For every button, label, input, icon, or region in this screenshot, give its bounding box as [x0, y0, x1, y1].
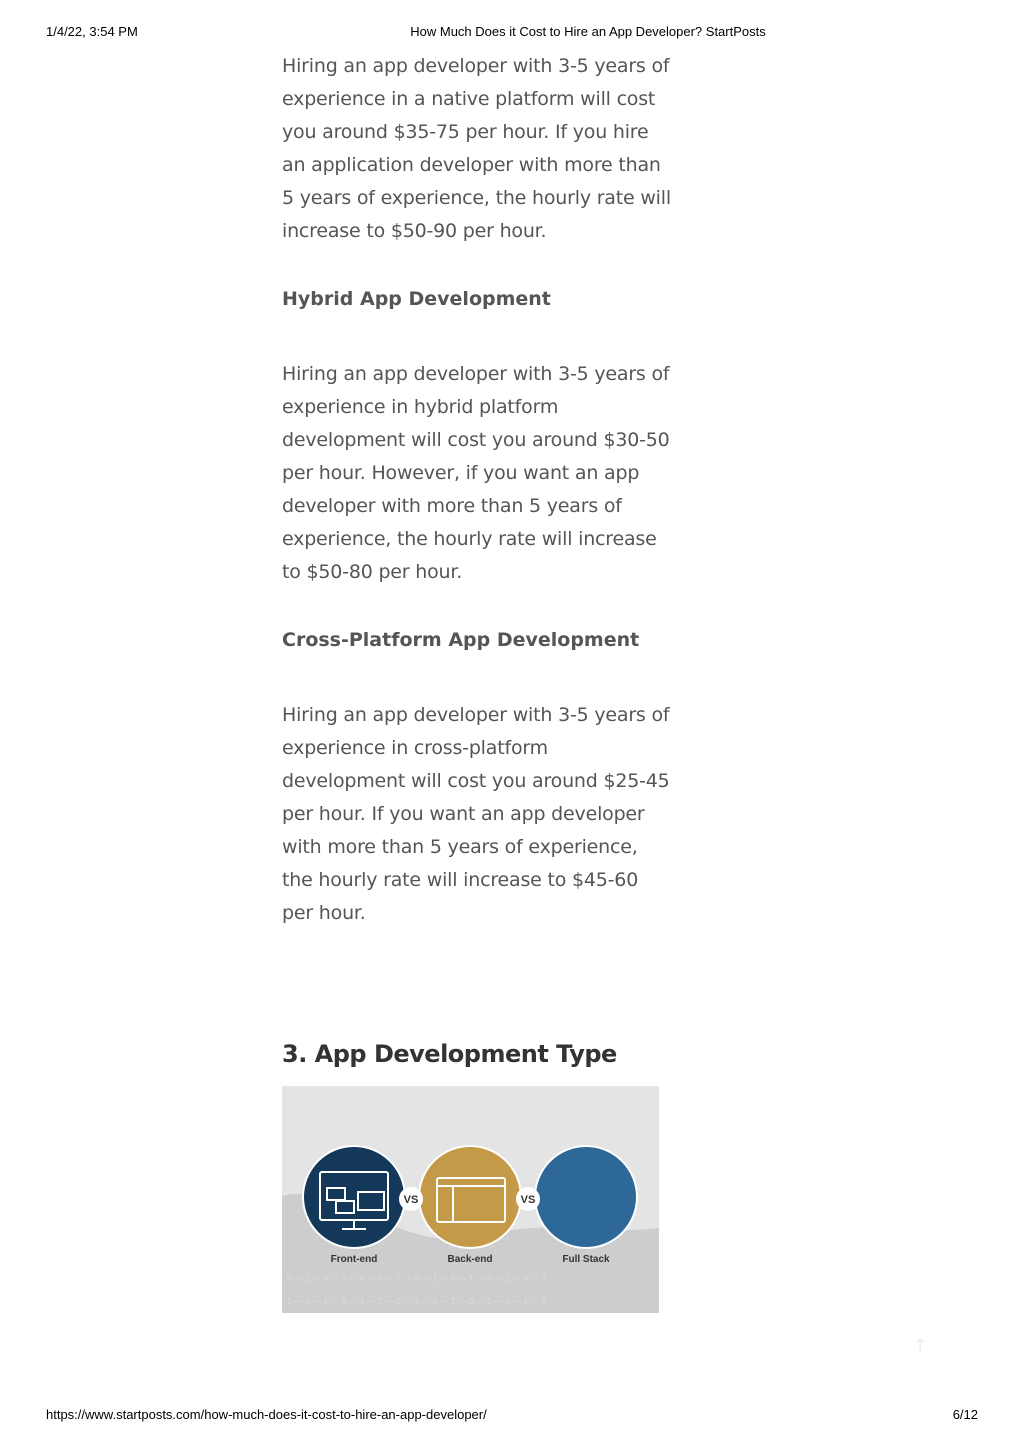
svg-text:0 — 1 — 0 — 1 — 0 — 0 — 1 — 0: 0 — 1 — 0 — 1 — 0 — 0 — 1 — 0 — 1 — 0 — 1 — 0 — 1 — 0 — 1 — [287, 1274, 547, 1283]
print-page-title: How Much Does it Cost to Hire an App Developer? StartPosts — [410, 24, 766, 39]
svg-text:1 — 0 — 1 — 0 — 1 — 1 — 0 — 1: 1 — 0 — 1 — 0 — 1 — 1 — 0 — 1 — 0 — 1 — 0 — 1 — 0 — 1 — 0 — [287, 1297, 547, 1306]
arrow-up-icon[interactable]: ↑ — [912, 1334, 929, 1358]
native-rate-paragraph: Hiring an app developer with 3-5 years of experience in a native platform will cost you around $35-75 per hour. If you hire an application developer with more than 5 years of experience, the hourly rate will increase to $50-90 per hour. — [282, 55, 671, 242]
full-stack-label: Full Stack — [562, 1254, 610, 1265]
hybrid-heading: Hybrid App Development — [282, 288, 551, 310]
cross-platform-rate-paragraph: Hiring an app developer with 3-5 years of experience in cross-platform development will cost you around $25-45 per hour. If you want an app developer with more than 5 years of experience, the hourly rate will increase to $45-60 per hour. — [282, 704, 670, 924]
section-title: 3. App Development Type — [282, 1040, 617, 1068]
front-end-circle — [303, 1146, 405, 1248]
cross-platform-heading: Cross-Platform App Development — [282, 629, 640, 651]
full-stack-circle — [535, 1146, 637, 1248]
vs-label-1: VS — [403, 1194, 419, 1206]
back-end-label: Back-end — [447, 1254, 493, 1265]
print-date: 1/4/22, 3:54 PM — [46, 24, 138, 39]
hybrid-rate-paragraph: Hiring an app developer with 3-5 years of experience in hybrid platform development will cost you around $30-50 per hour. However, if you want an app developer with more than 5 years of experience, the hourly rate will increase to $50-80 per hour. — [282, 363, 670, 583]
development-type-illustration — [282, 1086, 659, 1313]
vs-label-2: VS — [520, 1194, 536, 1206]
print-header — [0, 24, 1024, 44]
print-footer — [0, 1407, 1024, 1427]
print-url: https://www.startposts.com/how-much-does-it-cost-to-hire-an-app-developer/ — [46, 1407, 487, 1422]
page-number: 6/12 — [952, 1407, 978, 1422]
front-end-label: Front-end — [330, 1254, 378, 1265]
development-type-figure — [282, 1086, 659, 1313]
